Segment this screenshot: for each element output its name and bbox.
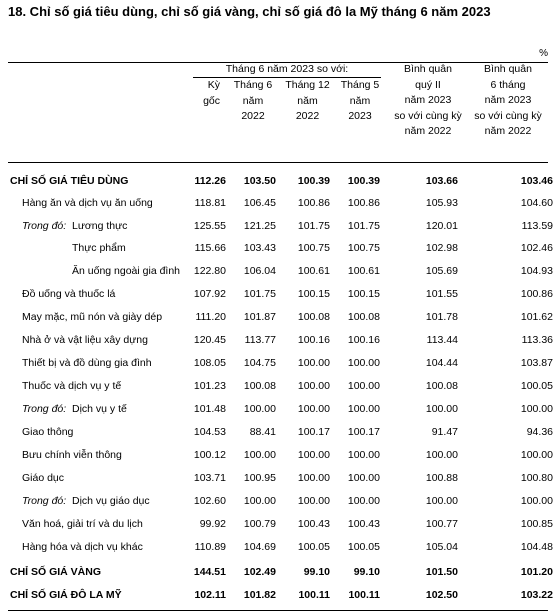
cell-value: 144.51: [193, 566, 226, 578]
cell-value: 100.39: [347, 175, 380, 187]
header-bottom-rule: [8, 162, 548, 163]
cell-value: 100.00: [347, 403, 380, 415]
cell-value: 100.88: [425, 472, 458, 484]
cell-value: 100.85: [520, 518, 553, 530]
table-row: [8, 238, 553, 261]
cell-value: 100.00: [347, 449, 380, 461]
table-row: [8, 193, 553, 216]
cell-value: 100.00: [297, 380, 330, 392]
header-text: năm: [297, 94, 318, 107]
cell-value: 106.04: [243, 265, 276, 277]
cell-value: 102.50: [425, 589, 458, 601]
cell-value: 100.86: [297, 197, 330, 209]
cell-value: 101.55: [425, 288, 458, 300]
cell-value: 104.69: [243, 541, 276, 553]
table-row: [8, 216, 553, 239]
row-prefix: Trong đó:: [22, 495, 67, 507]
header-text: năm: [242, 94, 264, 107]
table-row: [8, 445, 553, 468]
cell-value: 103.46: [520, 175, 553, 187]
cell-value: 100.75: [347, 242, 380, 254]
header-text: gốc: [203, 94, 220, 107]
cell-value: 125.55: [193, 220, 226, 232]
cell-value: 100.43: [347, 518, 380, 530]
cell-value: 112.26: [194, 175, 226, 187]
table-row: [8, 562, 553, 585]
table-row: [8, 422, 553, 445]
table-row: [8, 261, 553, 284]
header-text: quý II: [415, 78, 441, 91]
cell-value: 100.75: [297, 242, 330, 254]
cell-value: 103.50: [243, 175, 276, 187]
cell-value: 100.00: [243, 403, 276, 415]
cell-value: 100.00: [297, 495, 330, 507]
cell-value: 88.41: [249, 426, 276, 438]
cell-value: 115.66: [194, 242, 226, 254]
cell-value: 100.00: [520, 495, 553, 507]
cell-value: 100.00: [297, 449, 330, 461]
cell-value: 100.00: [297, 357, 330, 369]
cell-value: 102.49: [243, 566, 276, 578]
cell-value: 100.16: [347, 334, 380, 346]
cell-value: 100.00: [243, 449, 276, 461]
cell-value: 100.00: [347, 357, 380, 369]
cell-value: 102.60: [193, 495, 226, 507]
cell-value: 101.20: [520, 566, 553, 578]
header-text: 2022: [241, 110, 265, 123]
cell-value: 100.08: [347, 311, 380, 323]
cell-value: 121.25: [243, 220, 276, 232]
cell-value: 105.93: [425, 197, 458, 209]
header-text: năm 2023: [484, 94, 532, 107]
header-col-dec-2022: [280, 78, 335, 125]
row-label: Thực phẩm: [72, 242, 126, 254]
header-text: Kỳ: [207, 79, 220, 91]
table-title: 18. Chỉ số giá tiêu dùng, chỉ số giá vàng, chỉ số giá đô la Mỹ tháng 6 năm 2023: [8, 4, 491, 19]
cell-value: 104.93: [520, 265, 553, 277]
row-label: Văn hoá, giải trí và du lịch: [22, 518, 143, 530]
cell-value: 100.11: [348, 589, 380, 601]
cell-value: 122.80: [193, 265, 226, 277]
row-label: Dịch vụ y tế: [72, 403, 127, 415]
row-label: Ăn uống ngoài gia đình: [72, 265, 181, 277]
cell-value: 100.05: [297, 541, 330, 553]
cell-value: 100.86: [520, 288, 553, 300]
table-row: [8, 171, 553, 194]
table-bottom-rule: [8, 610, 548, 611]
row-label: CHỈ SỐ GIÁ ĐÔ LA MỸ: [10, 589, 122, 601]
header-group-label: Tháng 6 năm 2023 so với:: [225, 63, 349, 75]
cell-value: 102.46: [520, 242, 553, 254]
cell-value: 100.95: [243, 472, 276, 484]
row-label: Thuốc và dịch vụ y tế: [22, 380, 122, 392]
cell-value: 101.75: [297, 220, 330, 232]
cell-value: 111.20: [195, 311, 226, 323]
cell-value: 103.43: [243, 242, 276, 254]
table-row: [8, 585, 553, 608]
header-text: Tháng 6: [233, 79, 273, 91]
table-row: [8, 353, 553, 376]
cell-value: 107.92: [193, 288, 226, 300]
cell-value: 100.08: [425, 380, 458, 392]
cell-value: 113.77: [244, 334, 276, 346]
cell-value: 103.87: [520, 357, 553, 369]
row-label: Nhà ở và vật liệu xây dựng: [22, 334, 148, 346]
cell-value: 105.04: [425, 541, 458, 553]
cell-value: 100.00: [297, 472, 330, 484]
header-text: so với cùng kỳ: [394, 109, 462, 122]
table-row: [8, 307, 553, 330]
cell-value: 100.17: [347, 426, 380, 438]
header-text: năm 2023: [404, 94, 452, 107]
cell-value: 120.45: [193, 334, 226, 346]
row-label: CHỈ SỐ GIÁ VÀNG: [10, 566, 102, 578]
table-row: [8, 399, 553, 422]
cell-value: 100.00: [347, 380, 380, 392]
cell-value: 113.36: [521, 334, 553, 346]
cell-value: 120.01: [425, 220, 458, 232]
table-row: [8, 491, 553, 514]
header-text: Tháng 12: [285, 79, 330, 91]
header-text: năm: [349, 94, 371, 107]
cell-value: 100.00: [425, 495, 458, 507]
cell-value: 100.61: [347, 265, 380, 277]
row-label: CHỈ SỐ GIÁ TIÊU DÙNG: [10, 175, 129, 187]
cell-value: 101.87: [243, 311, 276, 323]
cell-value: 100.61: [297, 265, 330, 277]
cell-value: 100.00: [347, 495, 380, 507]
cell-value: 99.10: [353, 566, 380, 578]
cell-value: 100.80: [520, 472, 553, 484]
row-prefix: Trong đó:: [22, 403, 67, 415]
cell-value: 100.05: [520, 380, 553, 392]
cell-value: 101.82: [243, 589, 276, 601]
row-label: Giao thông: [22, 426, 74, 438]
cell-value: 100.08: [297, 311, 330, 323]
cell-value: 100.15: [347, 288, 380, 300]
table-row: [8, 376, 553, 399]
cell-value: 100.00: [520, 403, 553, 415]
cell-value: 104.53: [193, 426, 226, 438]
cell-value: 100.00: [243, 495, 276, 507]
header-text: Bình quân: [404, 63, 452, 75]
row-label: Đồ uống và thuốc lá: [22, 288, 116, 300]
header-text: Tháng 5: [340, 79, 380, 91]
row-label: Bưu chính viễn thông: [22, 449, 122, 461]
cell-value: 100.00: [425, 403, 458, 415]
row-label: Dịch vụ giáo dục: [72, 495, 150, 507]
cell-value: 100.15: [297, 288, 330, 300]
row-label: Thiết bị và đồ dùng gia đình: [22, 357, 152, 369]
row-label: Giáo dục: [22, 472, 65, 484]
cell-value: 100.17: [297, 426, 330, 438]
row-label: Lương thực: [72, 220, 128, 232]
cell-value: 104.48: [520, 541, 553, 553]
cell-value: 104.60: [520, 197, 553, 209]
cell-value: 103.22: [520, 589, 553, 601]
header-col-may-2023: [335, 78, 385, 125]
cell-value: 101.75: [347, 220, 380, 232]
cell-value: 100.00: [297, 403, 330, 415]
header-col-q2-avg: [388, 62, 468, 140]
table-row: [8, 468, 553, 491]
cell-value: 100.11: [298, 589, 330, 601]
cell-value: 100.16: [297, 334, 330, 346]
header-col-jun-2022: [228, 78, 278, 125]
cell-value: 100.00: [347, 472, 380, 484]
cell-value: 100.86: [347, 197, 380, 209]
cell-value: 101.78: [425, 311, 458, 323]
cell-value: 105.69: [425, 265, 458, 277]
header-text: Bình quân: [484, 63, 532, 75]
header-text: năm 2022: [484, 125, 532, 138]
header-text: 2023: [348, 110, 372, 123]
cell-value: 101.48: [193, 403, 226, 415]
cell-value: 100.08: [243, 380, 276, 392]
cell-value: 101.50: [425, 566, 458, 578]
cell-value: 94.36: [526, 426, 553, 438]
cell-value: 110.89: [194, 541, 226, 553]
cell-value: 100.39: [297, 175, 330, 187]
row-label: Hàng hóa và dịch vụ khác: [22, 541, 143, 553]
unit-label: %: [539, 48, 548, 59]
cell-value: 113.44: [426, 334, 458, 346]
cell-value: 102.11: [194, 589, 226, 601]
cell-value: 101.75: [243, 288, 276, 300]
cell-value: 100.77: [425, 518, 458, 530]
cell-value: 100.00: [520, 449, 553, 461]
cell-value: 99.92: [199, 518, 226, 530]
cell-value: 118.81: [194, 197, 226, 209]
table-row: [8, 330, 553, 353]
header-col-6m-avg: [468, 62, 548, 140]
cell-value: 103.66: [425, 175, 458, 187]
cell-value: 101.23: [193, 380, 226, 392]
table-row: [8, 537, 553, 560]
cell-value: 102.98: [425, 242, 458, 254]
header-col-base-period: [193, 78, 220, 109]
cell-value: 100.79: [243, 518, 276, 530]
table-row: [8, 514, 553, 537]
cell-value: 100.05: [347, 541, 380, 553]
cell-value: 104.75: [243, 357, 276, 369]
row-label: May mặc, mũ nón và giày dép: [22, 311, 163, 323]
header-text: năm 2022: [404, 125, 452, 138]
row-label: Hàng ăn và dịch vụ ăn uống: [22, 197, 153, 209]
cell-value: 100.00: [425, 449, 458, 461]
cell-value: 100.43: [297, 518, 330, 530]
header-text: 6 tháng: [490, 78, 526, 91]
cell-value: 101.62: [520, 311, 553, 323]
table-row: [8, 284, 553, 307]
cell-value: 108.05: [193, 357, 226, 369]
cell-value: 99.10: [303, 566, 330, 578]
cell-value: 113.59: [521, 220, 553, 232]
row-prefix: Trong đó:: [22, 220, 67, 232]
cell-value: 104.44: [425, 357, 458, 369]
cell-value: 103.71: [193, 472, 226, 484]
header-text: so với cùng kỳ: [474, 109, 542, 122]
cell-value: 106.45: [243, 197, 276, 209]
cell-value: 100.12: [193, 449, 226, 461]
cell-value: 91.47: [431, 426, 458, 438]
header-text: 2022: [295, 110, 320, 123]
